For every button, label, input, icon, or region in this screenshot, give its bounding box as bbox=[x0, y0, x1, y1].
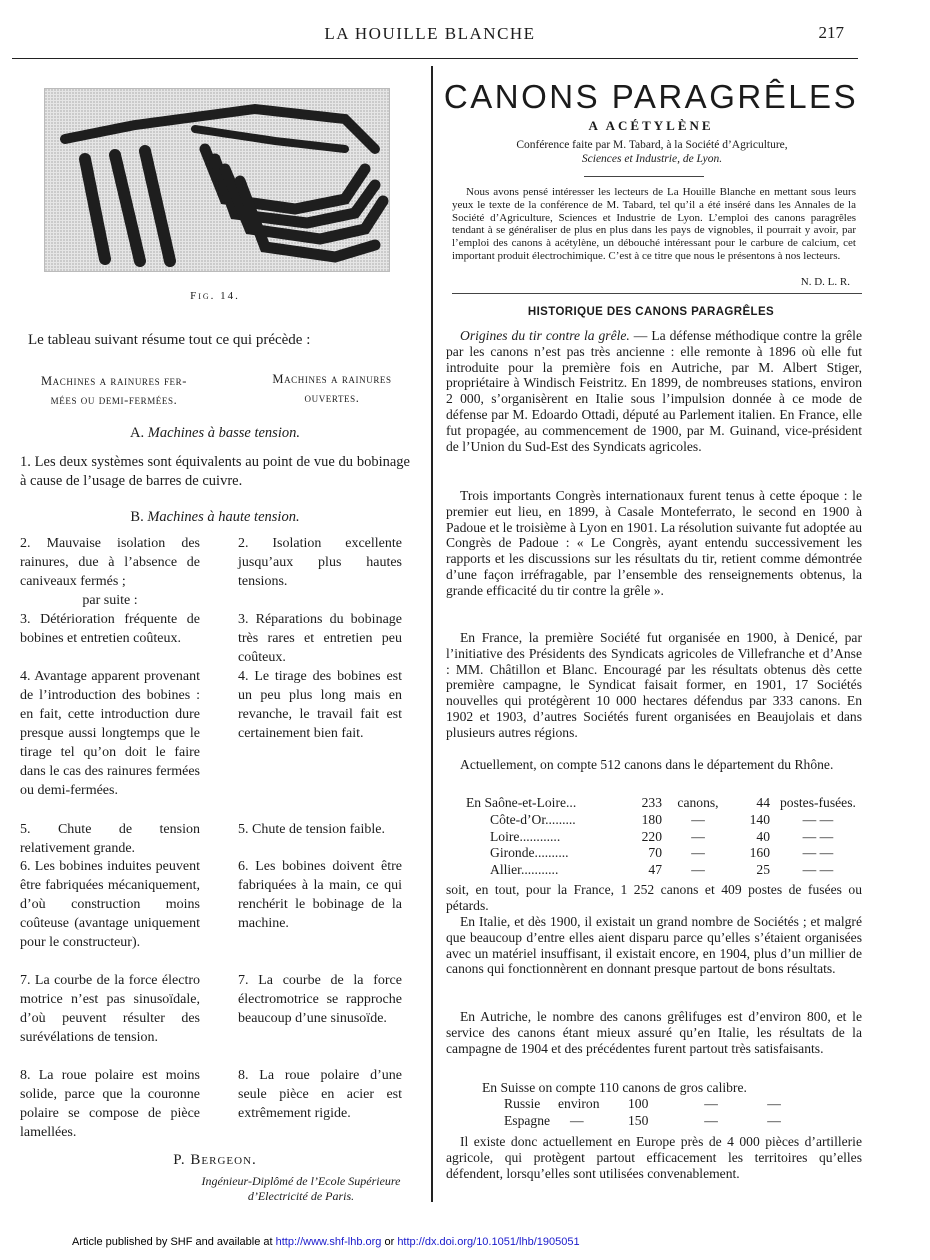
title-rule bbox=[584, 176, 704, 177]
closed-point-5: 5. Chute de tension relativement grande. bbox=[20, 822, 200, 856]
stats-cell-postes: 25 bbox=[756, 862, 770, 878]
stats-cell-p_unit: — — bbox=[802, 862, 834, 878]
stats-cell-dept: Loire............ bbox=[490, 828, 561, 844]
column-heading-closed: Machines a rainures fer- mées ou demi-fermées. bbox=[40, 374, 188, 407]
stats-cell-p_unit: — — bbox=[802, 811, 834, 827]
stats-cell-c_unit: — bbox=[691, 828, 705, 844]
figure-engraving bbox=[44, 88, 390, 272]
stats-cell-p_unit: — — bbox=[802, 845, 834, 861]
doi-link[interactable]: http://dx.doi.org/10.1051/lhb/1905051 bbox=[397, 1236, 580, 1248]
column-heading-open: Machines a rainures ouvertes. bbox=[272, 372, 392, 405]
stats-row bbox=[466, 862, 856, 879]
column-divider bbox=[431, 66, 433, 1202]
row-espagne: Espagne — 150 — — bbox=[504, 1112, 781, 1128]
author-title: Ingénieur-Diplômé de l’Ecole Supérieure d’Electricité de Paris. bbox=[201, 1174, 401, 1203]
paragraph-congres: Trois importants Congrès internationaux furent tenus à cette époque : le premier eut lieu, en 1899, à Casale Monteferrato, le second en 1900 à Padoue et le troisième à Lyon en 1901. La résolution suivante fut adoptée au Congrès de Padoue : « Le Congrès, ayant entendu successivement les rapports et les discussions sur les résultats du tir, retient comme démontrée d’une façon irréfragable, par l’ensemble des renseignements obtenus, la grande efficacité du tir contre la grêle ». bbox=[446, 488, 863, 598]
stats-cell-c_unit: — bbox=[691, 845, 705, 861]
stats-cell-c_unit: canons, bbox=[677, 795, 719, 810]
open-point-7: 7. La courbe de la force électromotrice se rapproche beaucoup d’une sinusoïde. bbox=[238, 973, 402, 1026]
stats-cell-canons: 233 bbox=[641, 795, 662, 810]
stats-cell-canons: 47 bbox=[648, 862, 662, 878]
page-number: 217 bbox=[818, 23, 844, 42]
stats-cell-canons: 180 bbox=[641, 811, 662, 827]
note-rule bbox=[452, 293, 862, 294]
section-b-heading: B. Machines à haute tension. bbox=[130, 509, 300, 525]
table-intro: Le tableau suivant résume tout ce qui précède : bbox=[28, 332, 311, 348]
closed-point-4: 4. Avantage apparent provenant de l’introduction des bobines : en fait, cette introduction dure presque aussi longtemps que le tirage tel qu’on doit le faire dans le cas des rainures fermées ou demi-fermées. bbox=[20, 669, 200, 798]
article-subtitle: A ACÉTYLÈNE bbox=[588, 118, 714, 133]
paragraph-actuel: Actuellement, on compte 512 canons dans le département du Rhône. bbox=[460, 757, 834, 772]
row-russie: Russie environ 100 — — bbox=[504, 1096, 781, 1111]
stats-cell-postes: 44 bbox=[756, 795, 770, 810]
editor-initials: N. D. L. R. bbox=[800, 276, 850, 288]
stats-row bbox=[466, 829, 856, 846]
paragraph-origines: Origines du tir contre la grêle. — La défense méthodique contre la grêle par les canons n’est pas très ancienne : elle remonte à 1896 où elle fut introduite pour la première fois en Autriche, par M. Albert Stiger, propriétaire à Windisch Feistritz. En 1899, de nombreuses stations, environ 2 000, s’organisèrent en Italie sous l’impulsion donnée à ce mode de défense par M. Edoardo Ottadi, député au Parlement italien. En France, elle fut propagée, au commencement de 1900, par M. Guinand, vice-président de l’Union du Sud-Est des Syndicats agricoles. bbox=[446, 328, 862, 454]
open-point-5: 5. Chute de tension faible. bbox=[238, 822, 385, 837]
closed-point-2: 2. Mauvaise isolation des rainures, due à l’absence de caniveaux fermés ; par suite : bbox=[20, 536, 200, 608]
line-suisse: En Suisse on compte 110 canons de gros calibre. bbox=[482, 1080, 747, 1095]
stats-cell-dept: Côte-d’Or......... bbox=[490, 811, 576, 827]
minor-stats bbox=[446, 1096, 794, 1130]
coil-illustration bbox=[45, 89, 390, 272]
stats-cell-dept: Allier........... bbox=[490, 862, 559, 878]
stats-cell-canons: 70 bbox=[648, 845, 662, 861]
closed-point-8: 8. La roue polaire est moins solide, parce que la couronne polaire se compose de pièce lamellées. bbox=[20, 1068, 200, 1140]
header-rule bbox=[12, 58, 858, 59]
stats-cell-dept: Gironde.......... bbox=[490, 845, 569, 861]
stats-cell-c_unit: — bbox=[691, 811, 705, 827]
point-1: 1. Les deux systèmes sont équivalents au point de vue du bobinage à cause de l’usage de barres de cuivre. bbox=[20, 454, 410, 489]
stats-cell-c_unit: — bbox=[691, 862, 705, 878]
stats-row bbox=[466, 795, 856, 812]
open-point-3: 3. Réparations du bobinage très rares et entretien peu coûteux. bbox=[238, 612, 402, 665]
paragraph-france: En France, la première Société fut organisée en 1900, à Denicé, par l’initiative des Présidents des Syndicats agricoles de Villefranche et d’Anse : MM. Châtillon et Blanc. Encouragé par les résultats obtenus dès cette première campagne, le Syndicat faisait former, en 1901, 17 Sociétés nouvelles qui protégèrent 10 000 hectares défendus par 333 canons. En 1902 et 1903, d’autres Sociétés furent organisées en Beaujolais et dans plusieurs autres régions. bbox=[446, 630, 862, 740]
shf-link[interactable]: http://www.shf-lhb.org bbox=[275, 1236, 382, 1248]
paragraph-europe: Il existe donc actuellement en Europe près de 4 000 pièces d’artillerie agricole, qui protègent partout efficacement les territoires qu’elles défendent, lorsqu’elles sont utilisées convenablement. bbox=[446, 1134, 862, 1181]
section-a-heading: A. Machines à basse tension. bbox=[130, 425, 300, 441]
footer-note: Article published by SHF and available at http://www.shf-lhb.org or http://dx.doi.org/10.1051/lhb/1905051 bbox=[72, 1236, 580, 1248]
paragraph-total: soit, en tout, pour la France, 1 252 canons et 409 postes de fusées ou pétards. bbox=[446, 882, 862, 913]
stats-cell-postes: 160 bbox=[749, 845, 770, 861]
journal-title: LA HOUILLE BLANCHE bbox=[324, 24, 536, 43]
figure-caption: Fig. 14. bbox=[190, 290, 240, 302]
stats-cell-canons: 220 bbox=[641, 828, 662, 844]
paragraph-italie: En Italie, et dès 1900, il existait un grand nombre de Sociétés ; et malgré que beaucoup d’entre elles aient disparu parce qu’elles s’étaient organisées avec un matériel insuffisant, il existait encore, en 1904, plus d’un millier de canons qui fonctionnèrent en donnant presque partout de bons résultats. bbox=[446, 914, 862, 977]
closed-point-6: 6. Les bobines induites peuvent être fabriquées mécaniquement, d’où construction moins coûteuse (avantage uniquement pour le constructeur). bbox=[20, 859, 200, 950]
stats-row bbox=[466, 845, 856, 862]
open-point-2: 2. Isolation excellente jusqu’aux plus hautes tensions. bbox=[238, 536, 402, 589]
stats-cell-p_unit: postes-fusées. bbox=[780, 795, 856, 810]
stats-cell-postes: 140 bbox=[749, 811, 770, 827]
section-heading-historique: HISTORIQUE DES CANONS PARAGRÊLES bbox=[527, 306, 775, 318]
open-point-8: 8. La roue polaire d’une seule pièce en acier est extrêmement rigide. bbox=[238, 1068, 402, 1121]
open-point-4: 4. Le tirage des bobines est un peu plus long mais en revanche, le travail fait est certainement bien fait. bbox=[238, 669, 402, 741]
closed-point-7: 7. La courbe de la force électro motrice n’est pas sinusoïdale, d’où peuvent résulter des surévélations de tension. bbox=[20, 973, 200, 1045]
conference-credit: Conférence faite par M. Tabard, à la Société d’Agriculture, Sciences et Industrie, de Lyon. bbox=[516, 139, 788, 165]
stats-row bbox=[466, 812, 856, 829]
open-point-6: 6. Les bobines doivent être fabriquées à la main, ce qui renchérit le bobinage de la machine. bbox=[238, 859, 402, 931]
stats-cell-p_unit: — — bbox=[802, 828, 834, 844]
closed-point-3: 3. Détérioration fréquente de bobines et entretien coûteux. bbox=[20, 612, 200, 646]
stats-table bbox=[466, 795, 856, 879]
stats-cell-postes: 40 bbox=[756, 828, 770, 844]
editor-note: Nous avons pensé intéresser les lecteurs de La Houille Blanche en mettant sous leurs yeux le texte de la conférence de M. Tabard, tel qu’il a été inséré dans les Annales de la Société d’Agriculture, Sciences et Industrie de Lyon. L’emploi des canons paragrêles tendant à se généraliser de plus en plus dans les pays de vignobles, il pourrait y avoir, par l’emploi des canons à acétylène, un débouché intéressant pour le carbure de calcium, cet important produit électrochimique. C’est à ce titre que nous le présentons à nos lecteurs. bbox=[452, 186, 856, 262]
paragraph-autriche: En Autriche, le nombre des canons grêlifuges est d’environ 800, et le service des canons étant mieux assuré qu’en Italie, les résultats de la campagne de 1904 et des précédentes furent partout très satisfaisants. bbox=[446, 1009, 862, 1056]
stats-cell-dept: En Saône-et-Loire... bbox=[466, 795, 577, 810]
article-title: CANONS PARAGRÊLES bbox=[443, 78, 859, 115]
author-signature: P. Bergeon. bbox=[173, 1152, 257, 1168]
